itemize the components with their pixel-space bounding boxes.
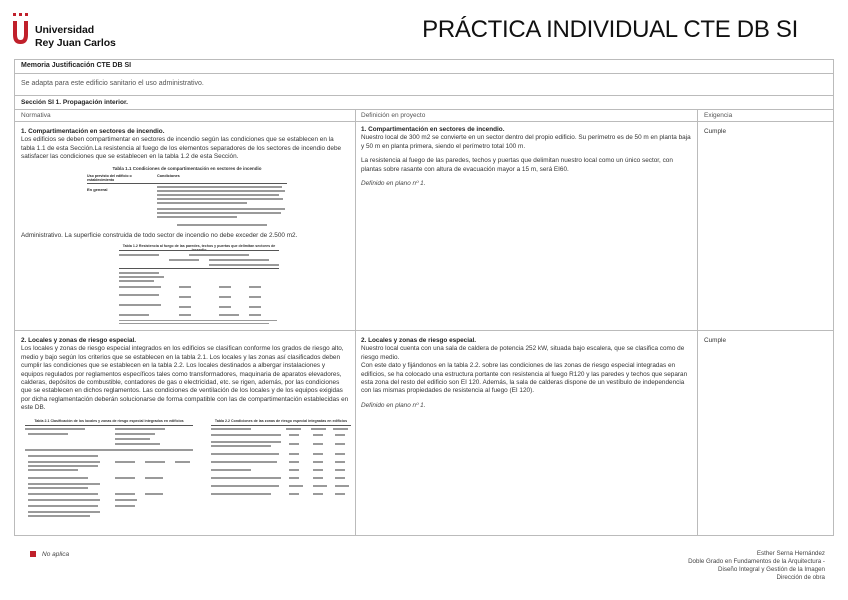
column-divider [355, 110, 356, 535]
legend-swatch [30, 551, 36, 557]
table-1-1-image [87, 166, 287, 228]
memoria-table [14, 59, 834, 536]
table-caption: Tabla 1.2 Resistencia al fuego de las paredes, techos y puertas que delimitan sectores de [122, 244, 276, 248]
definicion-cell-1 [361, 126, 691, 194]
column-header-normativa: Normativa [21, 112, 51, 119]
column-headers [15, 110, 833, 122]
table-2-2-image [211, 419, 351, 501]
credits-subject: Dirección de obra [776, 574, 825, 581]
definicion-note: Definido en plano nº 1. [361, 401, 426, 409]
table-caption: Tabla 2.2 Condiciones de las zonas de riesgo especial integradas en edificios [214, 419, 348, 423]
credits [688, 550, 825, 582]
definicion-text: La resistencia al fuego de las paredes, techos y puertas que delimitan nuestro local como un único sector, con plantas sobre rasante con altura de evacuación mayor a 15 m, será EI60. [361, 157, 673, 173]
definicion-text: Nuestro local de 300 m2 se convierte en un sector dentro del propio edificio. Su perímetro es de 50 m en planta baja y 50 m en planta primera, siendo el perímetro total 100 m. [361, 134, 691, 150]
table-head: Condiciones [157, 174, 180, 178]
normativa-heading: 2. Locales y zonas de riesgo especial. [21, 337, 137, 344]
table-caption: Tabla 1.1 Condiciones de compartimentación en sectores de incendio [112, 166, 262, 171]
urjc-emblem-icon [12, 13, 30, 47]
definicion-heading: 2. Locales y zonas de riesgo especial. [361, 337, 477, 344]
table-head: Uso previsto del edificio o establecimiento [87, 174, 132, 183]
legend [30, 551, 69, 558]
table-1-2-image [119, 244, 279, 326]
logo-line-1: Universidad [35, 24, 95, 36]
legend-label: No aplica [42, 551, 70, 558]
exigencia-status: Cumple [704, 337, 727, 344]
memoria-title: Memoria Justificación CTE DB SI [15, 60, 833, 74]
column-header-definicion: Definición en proyecto [361, 112, 426, 119]
memoria-intro: Se adapta para este edificio sanitario el uso administrativo. [15, 74, 833, 96]
definicion-note: Definido en plano nº 1. [361, 180, 426, 188]
credits-degree: Doble Grado en Fundamentos de la Arquitectura - [688, 558, 825, 565]
credits-degree-2: Diseño Integral y Gestión de la Imagen [718, 566, 825, 573]
university-logo [12, 10, 132, 50]
definicion-text: Con este dato y fijándonos en la tabla 2.2. sobre las condiciones de las zonas de riesgo especial integradas en edificios, se ha colocado una estructura portante con resistencia al fuego R120 y las paredes y techos que separan esta zona del resto del edificio son EI 120. Además, la sala de calderas dispone de un vestíbulo de independencia con las mismas propiedades de resistencia al fuego (EI 120). [361, 362, 688, 395]
normativa-cell-1 [21, 128, 349, 162]
row-divider [15, 330, 833, 331]
exigencia-status: Cumple [704, 128, 727, 135]
credits-author: Esther Serna Hernández [756, 550, 825, 557]
logo-line-2: Rey Juan Carlos [35, 37, 116, 49]
definicion-cell-2 [361, 337, 691, 416]
definicion-text: Nuestro local cuenta con una sala de caldera de potencia 252 kW, situada bajo escalera, que se clasifica como de riesgo medio. [361, 345, 685, 361]
normativa-heading: 1. Compartimentación en sectores de incendio. [21, 128, 165, 135]
normativa-note: Administrativo. La superficie construida de todo sector de incendio no debe exceder de 2.500 m2. [21, 232, 298, 239]
section-title: Sección SI 1. Propagación interior. [15, 96, 833, 110]
table-2-1-image [25, 419, 193, 519]
normativa-cell-2 [21, 337, 349, 413]
definicion-heading: 1. Compartimentación en sectores de incendio. [361, 126, 505, 133]
page-title: PRÁCTICA INDIVIDUAL CTE DB SI [422, 16, 798, 43]
table-row-label: En general [87, 187, 108, 192]
table-caption: Tabla 2.1 Clasificación de los locales y zonas de riesgo especial integrados en edificios [34, 419, 184, 423]
column-divider [697, 110, 698, 535]
column-header-exigencia: Exigencia [704, 112, 733, 119]
normativa-text: Los locales y zonas de riesgo especial integrados en los edificios se clasifican conforme los grados de riesgo alto, medio y bajo según los criterios que se establecen en la tabla 2.1. Los locales y las zonas así clasificados deben cumplir las condiciones que se establecen en la tabla 2.2. Los locales destinados a albergar instalaciones y equipos regulados por reglamentos específicos tales como transformadores, maquinaria de aparatos elevadores, calderas, depósitos de combustible, contadores de gas o electricidad, etc. se rigen, además, por las condiciones que se establecen en dichos reglamentos. Las condiciones de ventilación de los locales y de los equipos exigidas por dicha reglamentación deberán solucionarse de forma compatible con las de compartimentación establecidas en este DB. [21, 345, 349, 412]
normativa-text: Los edificios se deben compartimentar en sectores de incendio según las condiciones que se establecen en la tabla 1.1 de esta Sección.La resistencia al fuego de los elementos separadores de los sectores de incendio debe satisfacer las condiciones que se establecen en la tabla 1.2 de esta Sección. [21, 136, 342, 161]
